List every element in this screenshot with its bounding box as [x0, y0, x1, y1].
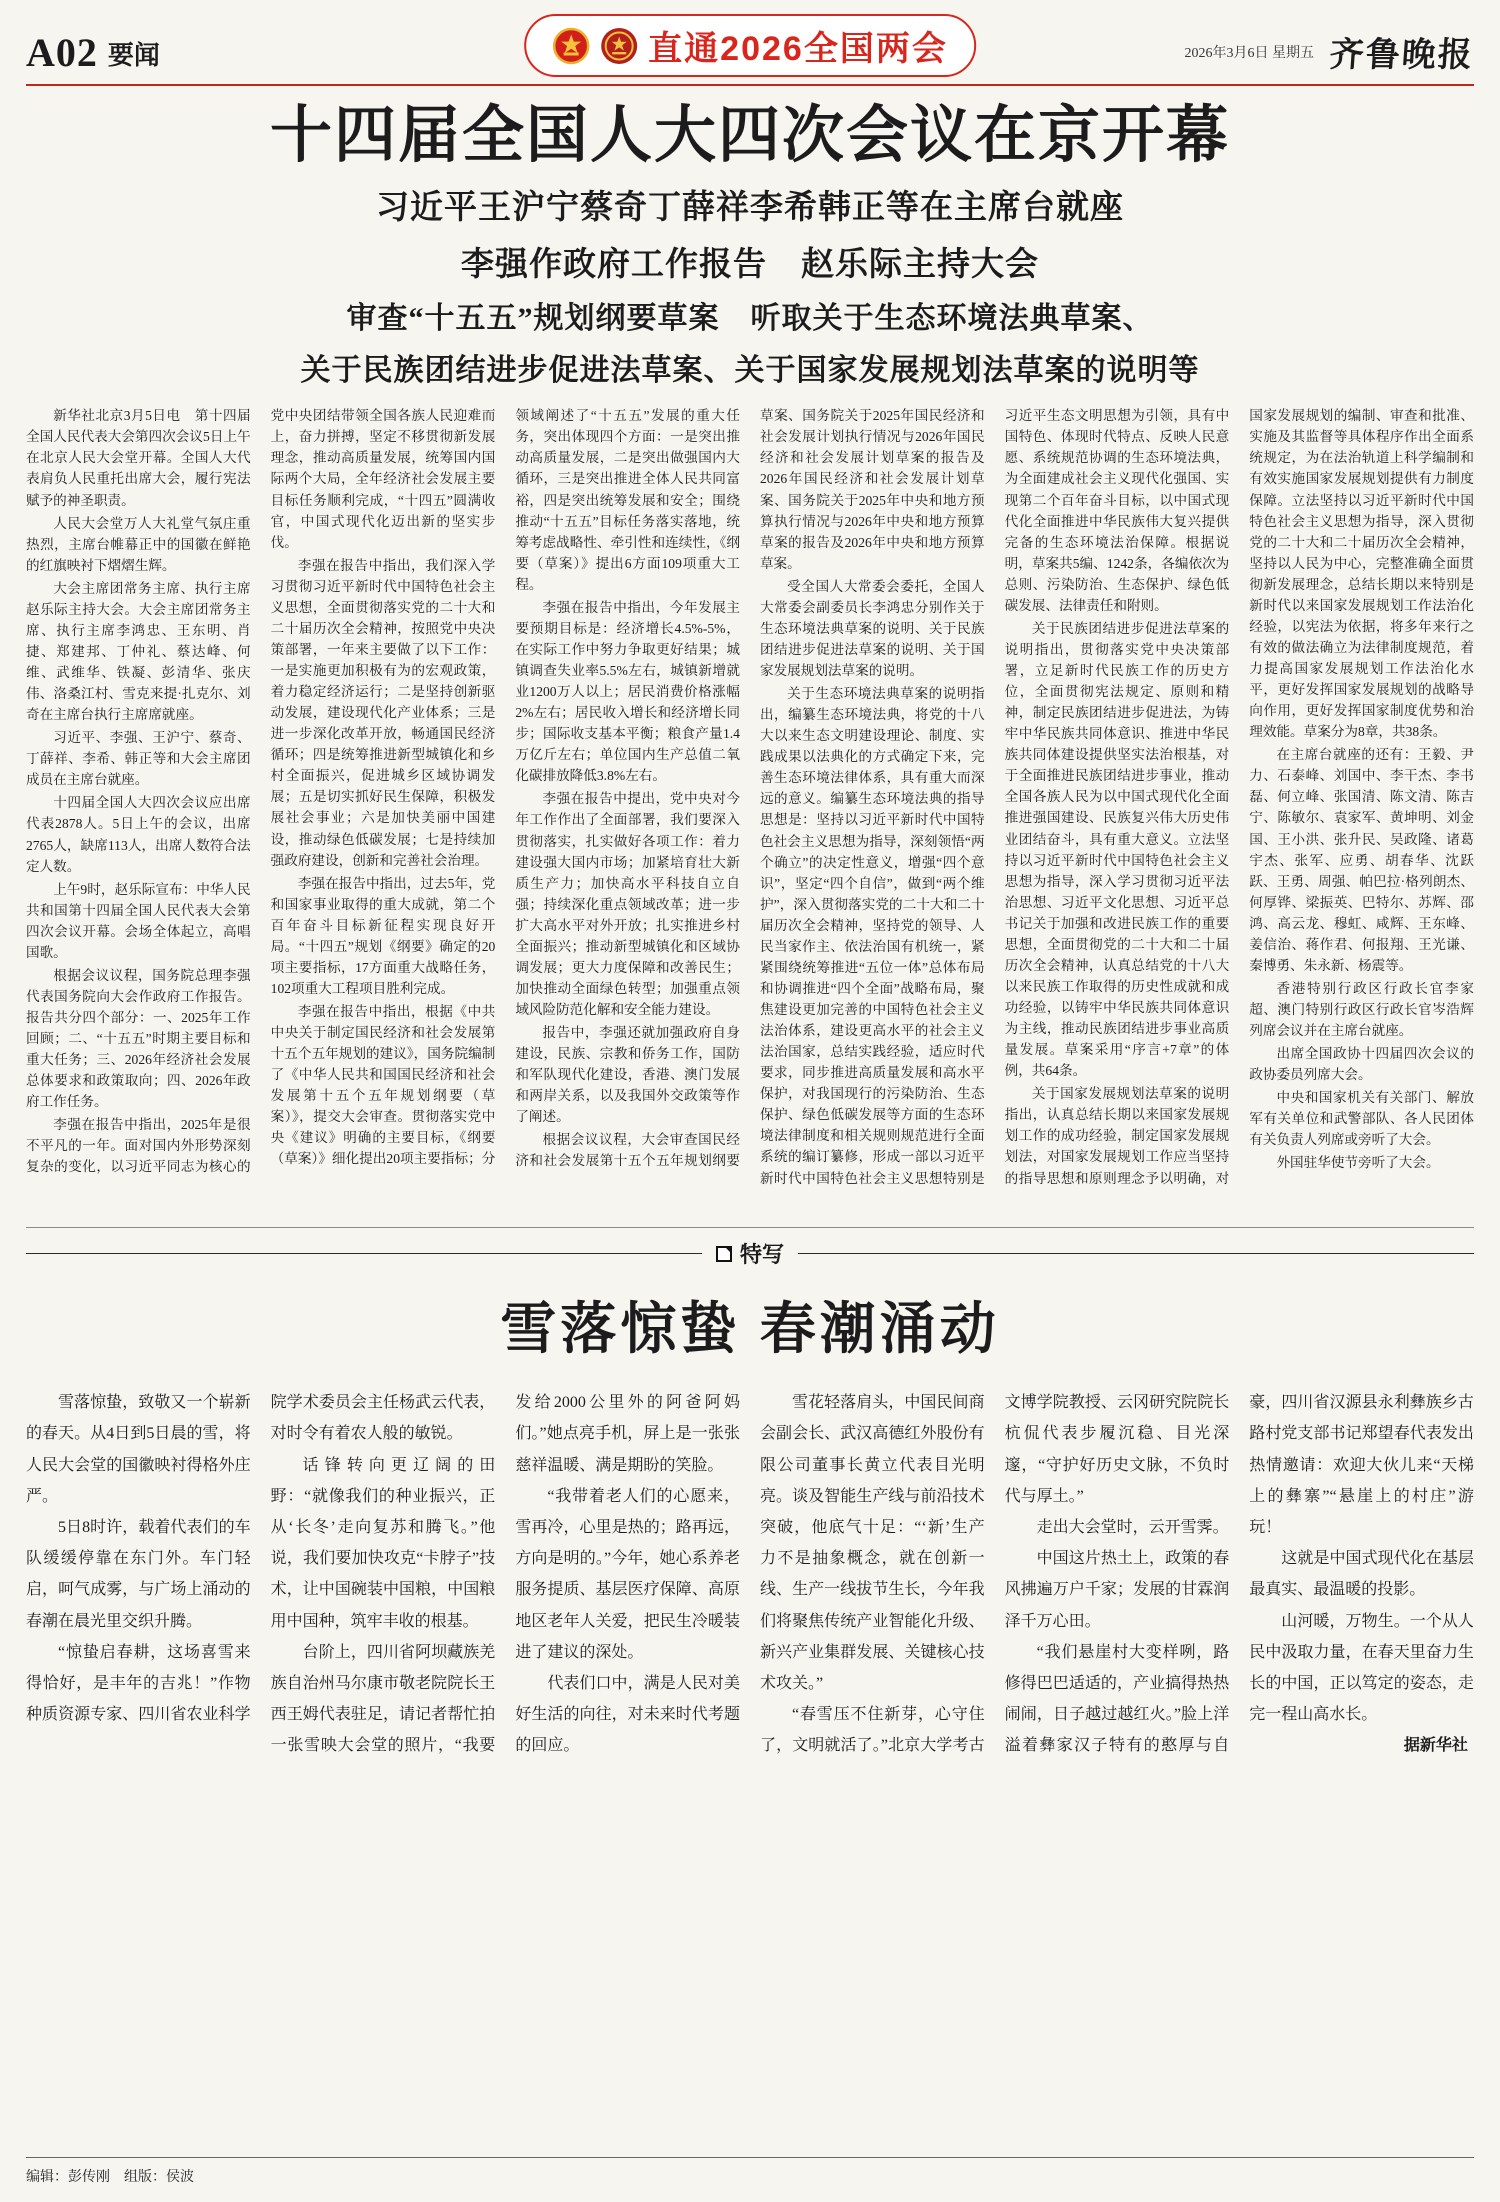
paragraph: 外国驻华使节旁听了大会。: [1276, 1155, 1440, 1171]
paragraph: 报告中，李强还就加强政府自身建设，民族、宗教和侨务工作，国防和军队现代化建设，香港、澳门发展和两岸关系，以及我国外交政策等作了阐述。: [515, 1025, 740, 1125]
paragraph: “我带着老人们的心愿来，雪再冷，心里是热的；路再远，方向是明的。”今年，她心系养老服务提质、基层医疗保障、高原地区老年人关爱，把民生冷暖装进了建议的深处。: [515, 1487, 740, 1661]
dateline-masthead: [1185, 27, 1475, 76]
paragraph: 香港特别行政区行政长官李家超、澳门特别行政区行政长官岑浩辉列席会议并在主席台就座。: [1249, 980, 1474, 1039]
paragraph: 5日8时许，载着代表们的车队缓缓停靠在东门外。车门轻启，呵气成雾，与广场上涌动的春潮在晨光里交织升腾。: [26, 1519, 251, 1630]
paragraph: 上午9时，赵乐际宣布：中华人民共和国第十四届全国人民代表大会第四次会议开幕。会场全体起立，高唱国歌。: [26, 881, 251, 960]
paragraph: “惊蛰启春耕，这场喜雪来得恰好，是丰年的吉兆！”作物种质资源专家、四川省农业科学院学术委员会主任杨武云代表，对时令有着农人般的敏锐。: [26, 1394, 496, 1724]
paragraph: “春雪压不住新芽，心守住了，文明就活了。”北京大学考古文博学院教授、云冈研究院院长杭侃代表步履沉稳、目光深邃，“守护好历史文脉，不负时代与厚土。”: [759, 1394, 1230, 1755]
paragraph: 关于国家发展规划法草案的说明指出，认真总结长期以来国家发展规划工作的成功经验，制定国家发展规划法，对国家发展规划工作应当坚持的指导思想和原则理念予以明确，对国家发展规划的编制、审查和批准、实施及其监督等具体程序作出全面系统规定，为在法治轨道上科学编制和有效实施国家发展规划提供有力制度保障。立法坚持以习近平新时代中国特色社会主义思想为指导，深入贯彻党的二十大和二十届历次全会精神，坚持以人民为中心，完整准确全面贯彻新发展理念，总结长期以来特别是新时代以来国家发展规划工作法治化经验，以宪法为依据，将多年来行之有效的做法确立为法律制度规范，着力提高国家发展规划工作法治化水平，更好发挥国家发展规划的战略导向作用，更好发挥国家制度优势和治理效能。草案分为8章，共38条。: [1004, 408, 1474, 1186]
paragraph: 习近平、李强、王沪宁、蔡奇、丁薛祥、李希、韩正等和大会主席团成员在主席台就座。: [26, 730, 251, 788]
special-coverage-banner: [524, 14, 976, 77]
paragraph: 李强在报告中指出，2025年是很不平凡的一年。面对国内外形势深刻复杂的变化，以习近平同志为核心的党中央团结带领全国各族人民迎难而上，奋力拼搏，坚定不移贯彻新发展理念，推动高质量发展，统筹国内国际两个大局，全年经济社会发展主要目标任务顺利完成，“十四五”圆满收官，中国式现代化迈出新的坚实步伐。: [26, 408, 496, 1175]
paragraph: 新华社北京3月5日电 第十四届全国人民代表大会第四次会议5日上午在北京人民大会堂开幕。全国人大代表肩负人民重托出席大会，履行宪法赋予的神圣职责。: [26, 408, 251, 508]
paragraph: 受全国人大常委会委托，全国人大常委会副委员长李鸿忠分别作关于生态环境法典草案的说明、关于民族团结进步促进法草案的说明、关于国家发展规划法草案的说明。: [759, 578, 985, 679]
paragraph: 关于民族团结进步促进法草案的说明指出，贯彻落实党中央决策部署，立足新时代民族工作的历史方位，全面贯彻宪法规定、原则和精神，制定民族团结进步促进法，为铸牢中华民族共同体意识、推进中华民族共同体建设提供坚实法治根基，对于全面推进民族团结进步事业，推动全国各族人民为以中国式现代化全面推进强国建设、民族复兴伟大历史伟业团结奋斗，具有重大意义。立法坚持以习近平新时代中国特色社会主义思想为指导，深入学习贯彻习近平法治思想、习近平文化思想、习近平总书记关于加强和改进民族工作的重要思想，全面贯彻党的二十大和二十届历次全会精神，认真总结党的十八大以来民族工作取得的历史性成就和成功经验，以铸牢中华民族共同体意识为主线，推动民族团结进步事业高质量发展。草案采用“序言+7章”的体例，共64条。: [1004, 620, 1230, 1079]
section-separator: [26, 1227, 1474, 1228]
paragraph: 李强在报告中指出，今年发展主要预期目标是：经济增长4.5%-5%，在实际工作中努力争取更好结果；城镇调查失业率5.5%左右，城镇新增就业1200万人以上；居民消费价格涨幅2%左右；居民收入增长和经济增长同步；国际收支基本平衡；粮食产量1.4万亿斤左右；单位国内生产总值二氧化碳排放降低3.8%左右。: [515, 599, 740, 784]
paragraph: “我们悬崖村大变样咧，路修得巴巴适适的，产业搞得热热闹闹，日子越过越红火。”脸上洋溢着彝家汉子特有的憨厚与自豪，四川省汉源县永利彝族乡古路村党支部书记郑望春代表发出热情邀请：欢迎大伙儿来“天梯上的彝寨”“悬崖上的村庄”游玩！: [1004, 1394, 1474, 1755]
paragraph: 走出大会堂时，云开雪霁。: [1036, 1519, 1229, 1537]
paragraph: 李强在报告中提出，党中央对今年工作作出了全面部署，我们要深入贯彻落实，扎实做好各项工作：着力建设强大国内市场；加紧培育壮大新质生产力；加快高水平科技自立自强；持续深化重点领域改革；进一步扩大高水平对外开放；扎实推进乡村全面振兴；推动新型城镇化和区域协调发展；更大力度保障和改善民生；加快推动全面绿色转型；加强重点领域风险防范化解和安全能力建设。: [515, 791, 740, 1018]
date-text: 2026年3月6日 星期五: [1184, 45, 1314, 61]
paragraph: 台阶上，四川省阿坝藏族羌族自治州马尔康市敬老院院长王西王姆代表驻足，请记者帮忙拍一张雪映大会堂的照片，“我要发给2000公里外的阿爸阿妈们。”她点亮手机，屏上是一张张慈祥温暖、满是期盼的笑脸。: [270, 1394, 740, 1755]
subheadline-2: 李强作政府工作报告 赵乐际主持大会: [461, 245, 1039, 283]
paragraph: 李强在报告中指出，过去5年，党和国家事业取得的重大成就，第二个百年奋斗目标新征程实现良好开局。“十四五”规划《纲要》确定的20项主要指标，17方面重大战略任务，102项重大工程项目胜利完成。: [270, 875, 496, 996]
paragraph: 根据会议议程，大会审查国民经济和社会发展第十五个五年规划纲要草案、国务院关于2025年国民经济和社会发展计划执行情况与2026年国民经济和社会发展计划草案的报告及2026年国民经济和社会发展计划草案、国务院关于2025年中央和地方预算执行情况与2026年中央和地方预算草案的报告及2026年中央和地方预算草案。: [515, 408, 985, 1169]
page-number: A02: [26, 30, 98, 75]
cppcc-emblem-icon: [600, 27, 638, 65]
paragraph: 山河暖，万物生。一个从人民中汲取力量，在春天里奋力生长的中国，正以笃定的姿态，走完一程山高水长。: [1249, 1612, 1474, 1724]
page-footer: [26, 2157, 1474, 2186]
paragraph: 出席全国政协十四届四次会议的政协委员列席大会。: [1249, 1046, 1474, 1083]
feature-label: [702, 1238, 798, 1269]
lead-article-headlines: [26, 100, 1474, 389]
paragraph: 李强在报告中指出，我们深入学习贯彻习近平新时代中国特色社会主义思想，全面贯彻落实党的二十大和二十届历次全会精神，按照党中央决策部署，一年来主要做了以下工作：一是实施更加积极有为的宏观政策，着力稳定经济运行；二是坚持创新驱动发展，建设现代化产业体系；三是进一步深化改革开放，畅通国民经济循环；四是统筹推进新型城镇化和乡村全面振兴，促进城乡区域协调发展；五是切实抓好民生保障，积极发展社会事业；六是加快美丽中国建设，推动绿色低碳发展；七是持续加强政府建设，创新和完善社会治理。: [270, 557, 496, 868]
masthead-logo: 齐鲁晚报: [1328, 37, 1476, 74]
divider-line-left: [26, 1253, 702, 1254]
lead-article-body: [26, 405, 1474, 1217]
divider-line-right: [798, 1253, 1474, 1254]
feature-page-icon: [716, 1246, 732, 1262]
news-agency-credit: 据新华社: [1403, 1737, 1468, 1755]
feature-label-text: 特写: [740, 1242, 785, 1268]
paragraph: 在主席台就座的还有：王毅、尹力、石泰峰、刘国中、李干杰、李书磊、何立峰、张国清、陈文清、陈吉宁、陈敏尔、袁家军、黄坤明、刘金国、王小洪、张升民、吴政隆、诸葛宇杰、张军、应勇、胡春华、沈跃跃、王勇、周强、帕巴拉·格列朗杰、何厚铧、梁振英、巴特尔、苏辉、邵鸿、高云龙、穆虹、咸辉、王东峰、姜信治、蒋作君、何报翔、王光谦、秦博勇、朱永新、杨震等。: [1249, 747, 1474, 973]
paragraph: 大会主席团常务主席、执行主席赵乐际主持大会。大会主席团常务主席、执行主席李鸿忠、王东明、肖捷、郑建邦、丁仲礼、蔡达峰、何维、武维华、铁凝、彭清华、张庆伟、洛桑江村、雪克来提·扎克尔、刘奇在主席台执行主席席就座。: [26, 580, 251, 723]
paragraph: 中央和国家机关有关部门、解放军有关单位和武警部队、各人民团体有关负责人列席或旁听了大会。: [1249, 1090, 1474, 1148]
paragraph: 中国这片热土上，政策的春风拂遍万户千家；发展的甘霖润泽千万心田。: [1004, 1550, 1230, 1630]
paragraph: 雪落惊蛰，致敬又一个崭新的春天。从4日到5日晨的雪，将人民大会堂的国徽映衬得格外庄严。: [26, 1394, 251, 1505]
banner-title: 直通2026全国两会: [648, 30, 948, 68]
page-header: [26, 12, 1474, 86]
feature-body: [26, 1387, 1474, 2167]
paragraph: 关于生态环境法典草案的说明指出，编纂生态环境法典，将党的十八大以来生态文明建设理论、制度、实践成果以法典化的方式确定下来，完善生态环境法律体系，具有重大而深远的意义。编纂生态环境法典的指导思想是：坚持以习近平新时代中国特色社会主义思想为指导，深刻领悟“两个确立”的决定性意义，增强“四个意识”，坚定“四个自信”，做到“两个维护”，深入贯彻落实党的二十大和二十届历次全会精神，坚持党的领导、人民当家作主、依法治国有机统一，紧紧围绕统筹推进“五位一体”总体布局和协调推进“四个全面”战略布局，聚焦建设更加完善的中国特色社会主义法治体系，建设更高水平的社会主义法治国家，总结实践经验，适应时代要求，同步推进高质量发展和高水平保护，对我国现行的污染防治、生态保护、绿色低碳发展等方面的生态环境法律制度和相关规则规范进行全面系统的编订纂修，形成一部以习近平新时代中国特色社会主义思想特别是习近平生态文明思想为引领，具有中国特色、体现时代特点、反映人民意愿、系统规范协调的生态环境法典，为全面建成社会主义现代化强国、实现第二个百年奋斗目标，以中国式现代化全面推进中华民族伟大复兴提供完备的生态环境法治保障。根据说明，草案共5编、1242条，各编依次为总则、污染防治、生态保护、绿色低碳发展、法律责任和附则。: [759, 408, 1230, 1186]
paragraph: 话锋转向更辽阔的田野：“就像我们的种业振兴，正从‘长冬’走向复苏和腾飞。”他说，我们要加快攻克“卡脖子”技术，让中国碗装中国粮，中国粮用中国种，筑牢丰收的根基。: [270, 1456, 496, 1630]
national-emblem-icon: [552, 27, 590, 65]
feature-divider: [26, 1238, 1474, 1269]
paragraph: 人民大会堂万人大礼堂气氛庄重热烈，主席台帷幕正中的国徽在鲜艳的红旗映衬下熠熠生辉。: [26, 515, 251, 573]
subheadline-3: 审查“十五五”规划纲要草案 听取关于生态环境法典草案、: [346, 302, 1154, 336]
paragraph: 根据会议议程，国务院总理李强代表国务院向大会作政府工作报告。报告共分四个部分：一、2025年工作回顾；二、“十五五”时期主要目标和重大任务；三、2026年经济社会发展总体要求和政策取向；四、2026年政府工作任务。: [26, 967, 251, 1110]
paragraph: 代表们口中，满是人民对美好生活的向往，对未来时代考题的回应。: [515, 1674, 740, 1755]
paragraph: 雪花轻落肩头，中国民间商会副会长、武汉高德红外股份有限公司董事长黄立代表目光明亮。谈及智能生产线与前沿技术突破，他底气十足：“‘新’生产力不是抽象概念，就在创新一线、生产一线拔节生长，今年我们将聚焦传统产业智能化升级、新兴产业集群发展、关键核心技术攻关。”: [759, 1394, 985, 1692]
editors-text: 编辑：彭传刚 组版：侯波: [26, 2170, 194, 2185]
subheadline-4: 关于民族团结进步促进法草案、关于国家发展规划法草案的说明等: [300, 354, 1200, 388]
paragraph: 李强在报告中指出，根据《中共中央关于制定国民经济和社会发展第十五个五年规划的建议》，国务院编制了《中华人民共和国国民经济和社会发展第十五个五年规划纲要（草案）》，提交大会审查。贯彻落实党中央《建议》明确的主要目标，《纲要（草案）》细化提出20项主要指标；分领域阐述了“十五五”发展的重大任务，突出体现四个方面：一是突出推动高质量发展，二是突出做强国内大循环，三是突出推进全体人民共同富裕，四是突出统筹发展和安全；围绕推动“十五五”目标任务落实落地，统筹考虑战略性、牵引性和连续性，《纲要（草案）》提出6方面109项重大工程。: [270, 408, 740, 1167]
paragraph: 这就是中国式现代化在基层最真实、最温暖的投影。: [1249, 1550, 1474, 1599]
subheadline-1: 习近平王沪宁蔡奇丁薛祥李希韩正等在主席台就座: [376, 188, 1124, 226]
main-headline: 十四届全国人大四次会议在京开幕: [269, 101, 1230, 170]
page-id: [26, 29, 160, 76]
paragraph: 十四届全国人大四次会议应出席代表2878人。5日上午的会议，出席2765人，缺席113人，出席人数符合法定人数。: [26, 795, 251, 874]
section-name: 要闻: [107, 40, 160, 70]
feature-headline: 雪落惊蛰 春潮涌动: [500, 1297, 1000, 1361]
